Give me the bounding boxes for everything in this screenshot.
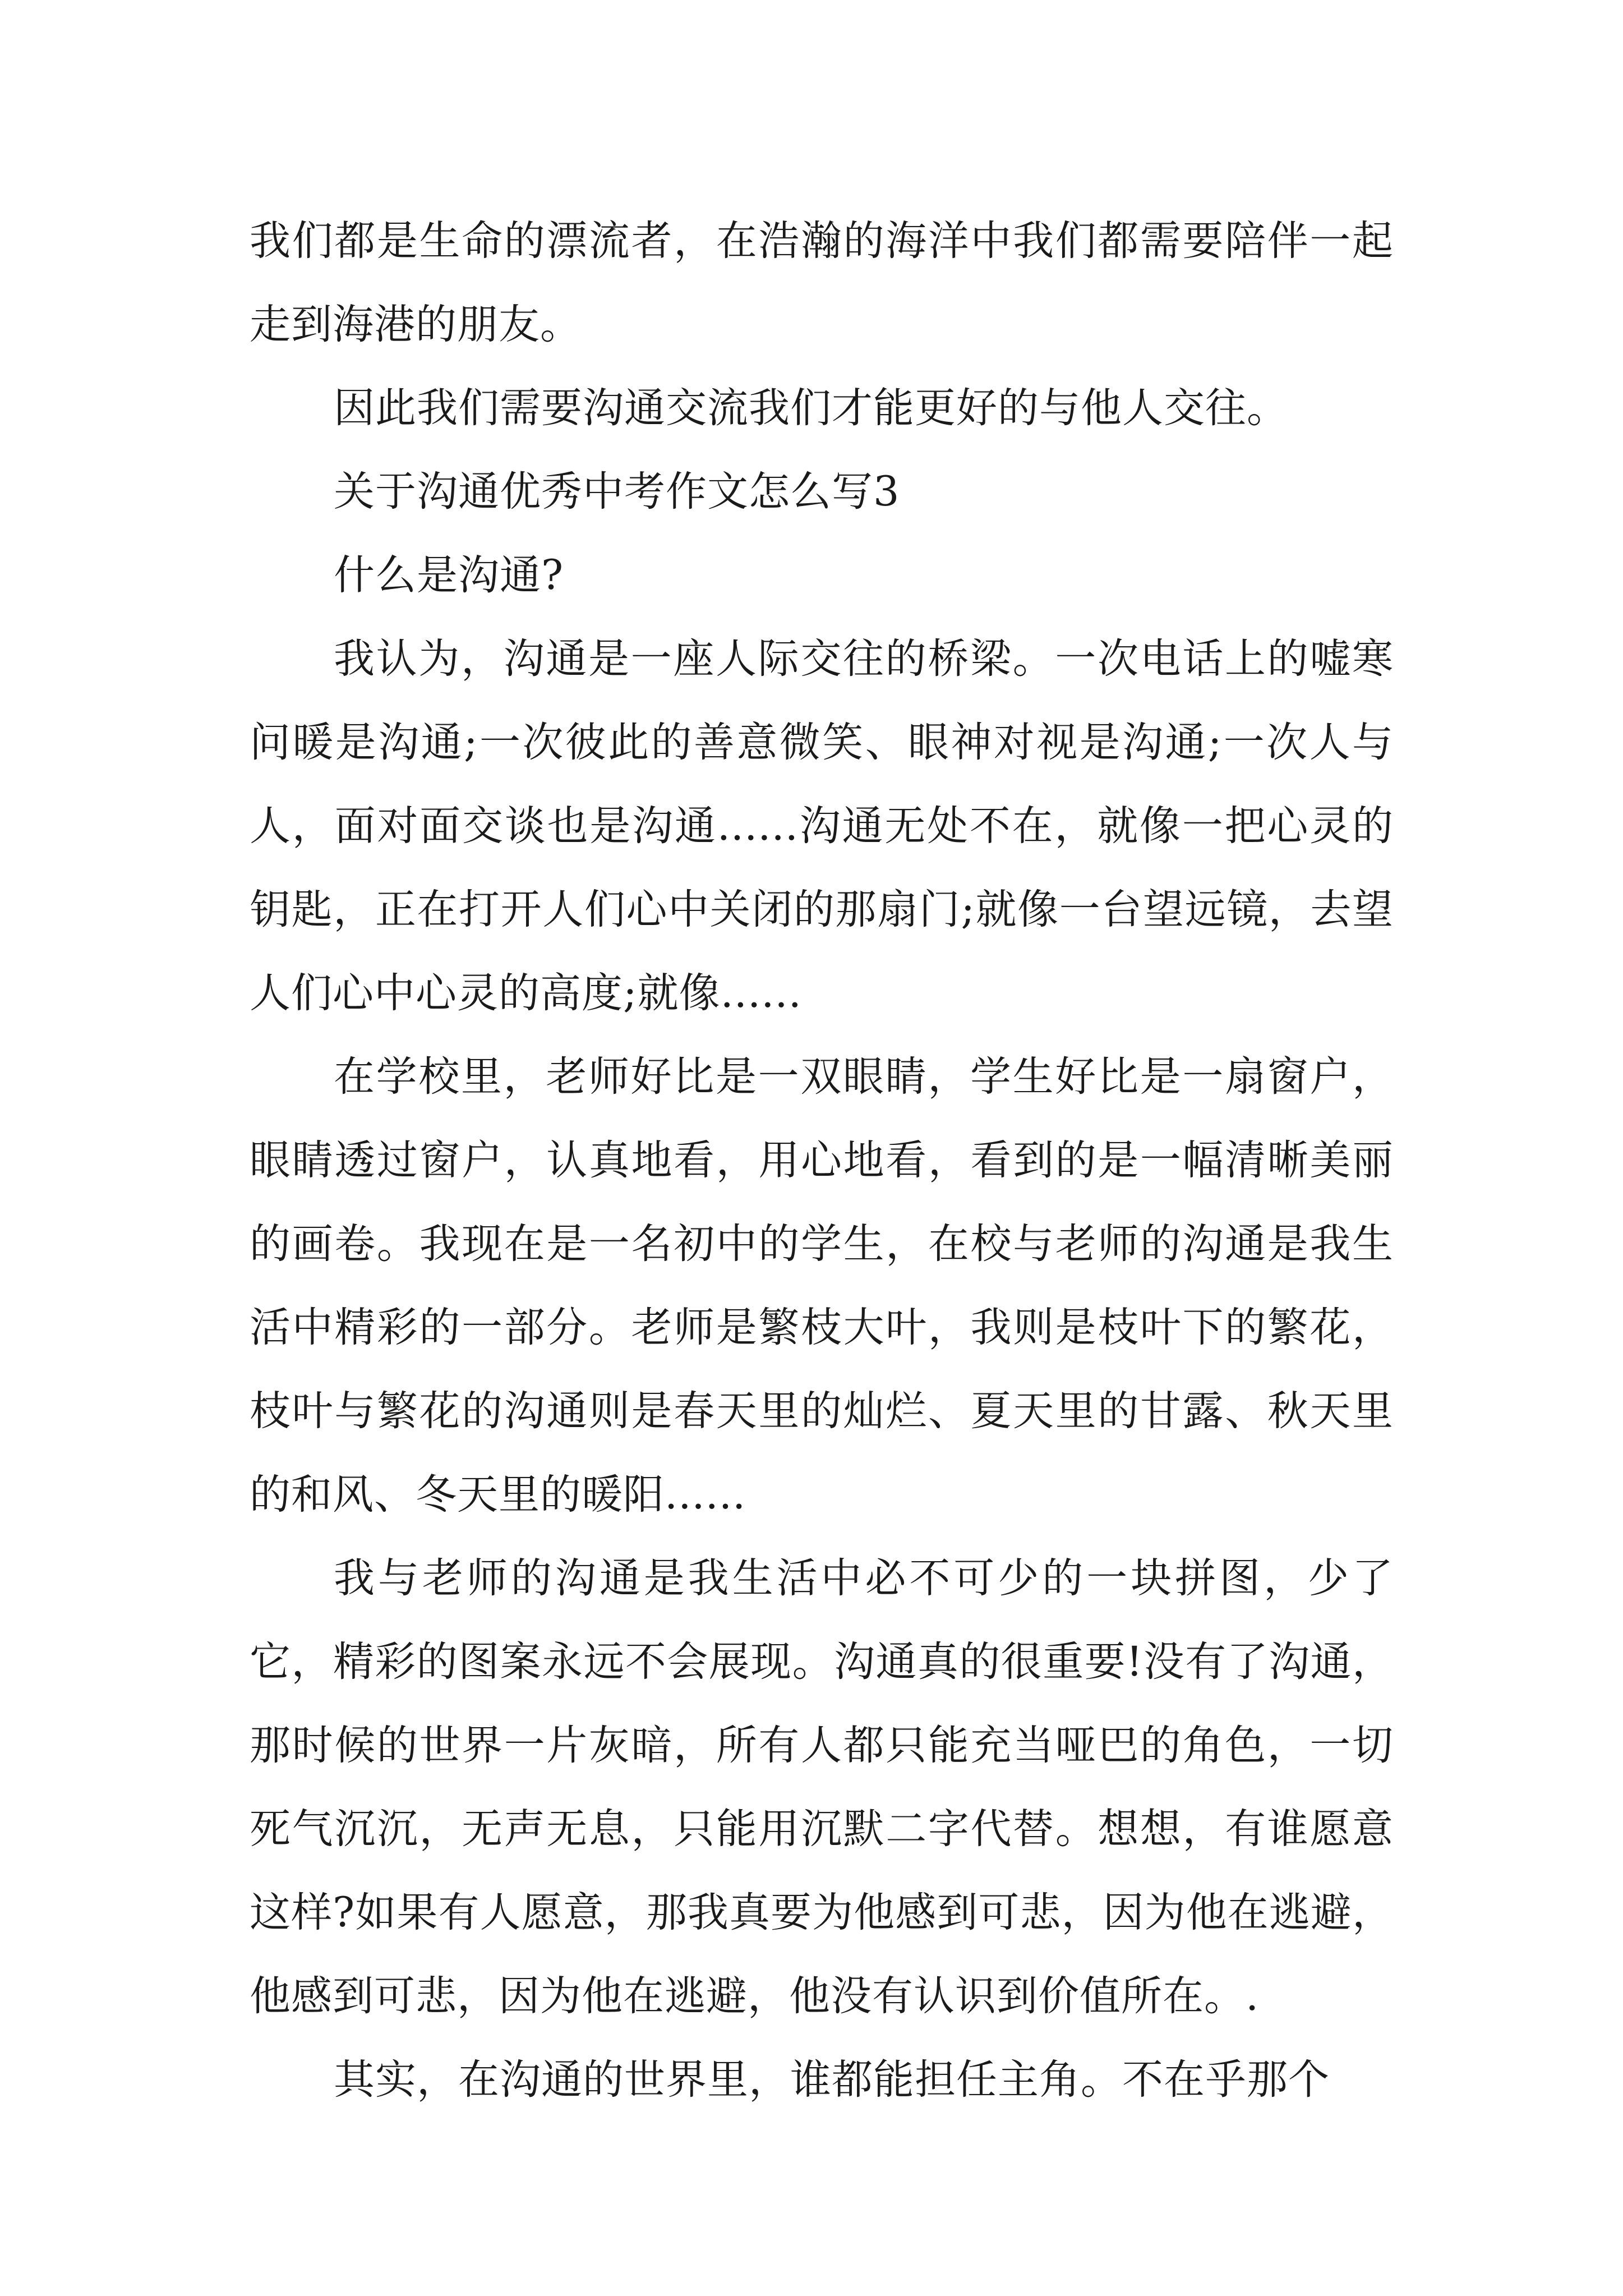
paragraph-2: 因此我们需要沟通交流我们才能更好的与他人交往。 [334, 384, 1288, 432]
paragraph-7: 其实，在沟通的世界里，谁都能担任主角。不在乎那个 [334, 2056, 1330, 2104]
paragraph-question: 什么是沟通? [334, 551, 564, 599]
paragraph-4: 我认为，沟通是一座人际交往的桥梁。一次电话上的嘘寒问暖是沟通;一次彼此的善意微笑、眼神对视是沟通;一次人与人，面对面交谈也是沟通......沟通无处不在，就像一把心灵的钥匙，正在打开人们心中关闭的那扇门;就像一台望远镜，去望人们心中心灵的高度;就像...... [250, 635, 1394, 1017]
document-body [250, 199, 1394, 2122]
section-heading: 关于沟通优秀中考作文怎么写3 [334, 468, 900, 516]
paragraph-6: 我与老师的沟通是我生活中必不可少的一块拼图，少了它，精彩的图案永远不会展现。沟通真的很重要!没有了沟通，那时候的世界一片灰暗，所有人都只能充当哑巴的角色，一切死气沉沉，无声无息，只能用沉默二字代替。想想，有谁愿意这样?如果有人愿意，那我真要为他感到可悲，因为他在逃避，他感到可悲，因为他在逃避，他没有认识到价值所在。. [250, 1554, 1394, 2020]
paragraph-1: 我们都是生命的漂流者，在浩瀚的海洋中我们都需要陪伴一起走到海港的朋友。 [250, 217, 1394, 348]
paragraph-5: 在学校里，老师好比是一双眼睛，学生好比是一扇窗户，眼睛透过窗户，认真地看，用心地看，看到的是一幅清晰美丽的画卷。我现在是一名初中的学生，在校与老师的沟通是我生活中精彩的一部分。老师是繁枝大叶，我则是枝叶下的繁花，枝叶与繁花的沟通则是春天里的灿烂、夏天里的甘露、秋天里的和风、冬天里的暖阳...... [250, 1053, 1394, 1519]
